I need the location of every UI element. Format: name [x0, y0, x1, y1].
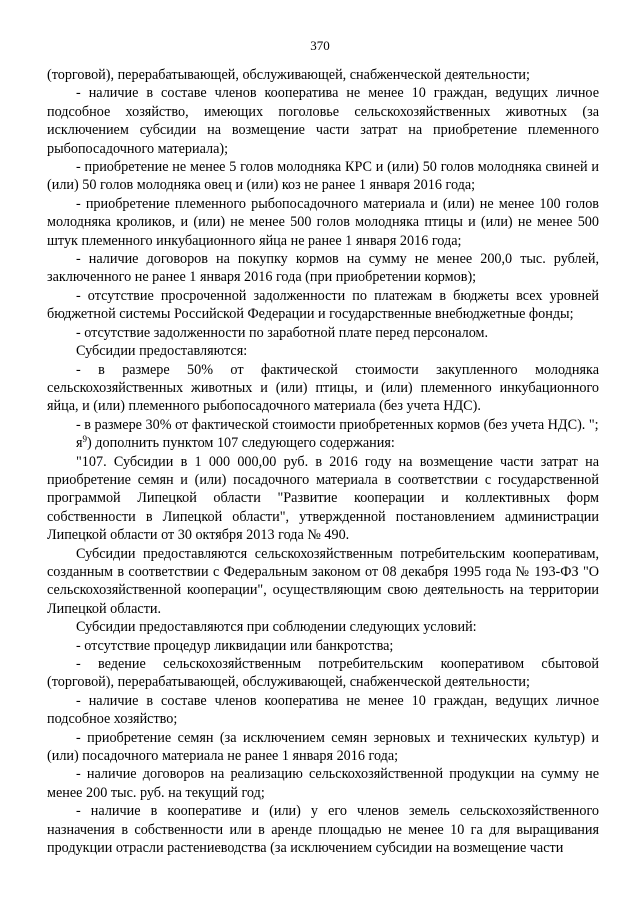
paragraph: Субсидии предоставляются:: [76, 343, 248, 360]
paragraph: - наличие договоров на реализацию сельскохозяйственной продукции на сумму не менее 200 тыс. руб. на текущий год;: [47, 766, 599, 801]
document-body: [47, 66, 599, 857]
paragraph-rest: ) дополнить пунктом 107 следующего содержания:: [87, 435, 395, 452]
paragraph: - наличие в кооперативе и (или) у его членов земель сельскохозяйственного назначения в собственности или в аренде площадью не менее 10 га для выращивания продукции отрасли растениеводства (за исключением субсидии на возмещение части: [47, 803, 599, 857]
paragraph: "107. Субсидии в 1 000 000,00 руб. в 2016 году на возмещение части затрат на приобретение семян и (или) посадочного материала в соответствии с государственной программой Липецкой области "Развитие кооперации и коллективных форм собственности в Липецкой области", утвержденной постановлением администрации Липецкой области от 30 октября 2013 года № 490.: [47, 453, 599, 544]
paragraph: - в размере 30% от фактической стоимости приобретенных кормов (без учета НДС). ";: [76, 416, 599, 433]
paragraph: - приобретение племенного рыбопосадочного материала и (или) не менее 100 голов молодняка кроликов, и (или) не менее 500 голов молодняка птицы и (или) не менее 500 штук племенного инкубационного яйца не ранее 1 января 2016 года;: [47, 195, 599, 249]
page-number: 370: [310, 38, 330, 53]
paragraph: Субсидии предоставляются сельскохозяйственным потребительским кооперативам, созданным в соответствии с Федеральным законом от 08 декабря 1995 года № 193-ФЗ "О сельскохозяйственной кооперации", осуществляющим свою деятельность на территории Липецкой области.: [47, 545, 599, 617]
superscript: 9: [82, 434, 88, 445]
paragraph: - наличие договоров на покупку кормов на сумму не менее 200,0 тыс. рублей, заключенного не ранее 1 января 2016 года (при приобретении кормов);: [47, 251, 599, 286]
paragraph: - ведение сельскохозяйственным потребительским кооперативом сбытовой (торговой), перерабатывающей, обслуживающей, снабженческой деятельности;: [47, 656, 599, 691]
paragraph: - наличие в составе членов кооператива не менее 10 граждан, ведущих личное подсобное хозяйство;: [47, 692, 599, 728]
paragraph-prefix: я: [76, 435, 83, 452]
paragraph: - в размере 50% от фактической стоимости закупленного молодняка сельскохозяйственных животных и (или) птицы, и (или) племенного инкубационного яйца, и (или) племенного рыбопосадочного материала (без учета НДС).: [47, 361, 599, 415]
paragraph-with-superscript: [47, 434, 599, 452]
paragraph: - приобретение не менее 5 голов молодняка КРС и (или) 50 голов молодняка свиней и (или) 50 голов молодняка овец и (или) коз не ранее 1 января 2016 года;: [47, 159, 599, 194]
paragraph: - отсутствие просроченной задолженности по платежам в бюджеты всех уровней бюджетной системы Российской Федерации и государственные внебюджетные фонды;: [47, 287, 599, 323]
paragraph: - отсутствие процедур ликвидации или банкротства;: [76, 637, 394, 654]
paragraph: - наличие в составе членов кооператива не менее 10 граждан, ведущих личное подсобное хозяйство, имеющих поголовье сельскохозяйственных животных (за исключением субсидии на возмещение части затрат на приобретение племенного рыбопосадочного материала);: [47, 85, 599, 157]
paragraph: (торговой), перерабатывающей, обслуживающей, снабженческой деятельности;: [47, 67, 530, 83]
paragraph: - приобретение семян (за исключением семян зерновых и технических культур) и (или) посадочного материала не ранее 1 января 2016 года;: [47, 729, 599, 765]
paragraph: - отсутствие задолженности по заработной плате перед персоналом.: [76, 324, 489, 341]
paragraph: Субсидии предоставляются при соблюдении следующих условий:: [76, 619, 477, 636]
